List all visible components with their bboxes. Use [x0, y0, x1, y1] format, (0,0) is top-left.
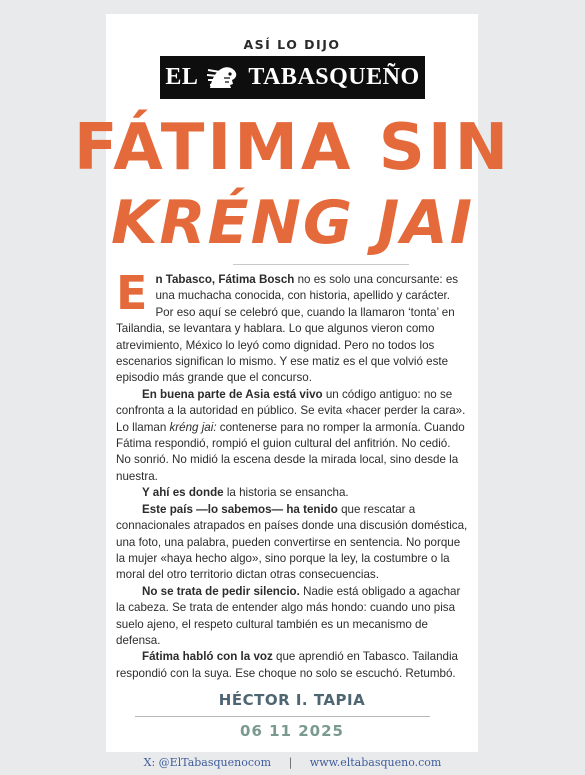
- paragraph-4: [116, 502, 468, 584]
- headline-line-2: KRÉNG JAI: [110, 188, 475, 258]
- article-body: [116, 266, 468, 682]
- warrior-head-icon: [206, 62, 240, 94]
- publish-date: 06 11 2025: [240, 722, 344, 740]
- italic-term: kréng jai:: [169, 420, 217, 434]
- author-name: HÉCTOR I. TAPIA: [218, 691, 366, 709]
- divider-bottom: [135, 716, 430, 717]
- website-link[interactable]: www.eltabasqueno.com: [309, 756, 442, 769]
- masthead-logo: [160, 56, 425, 99]
- paragraph-text: no es solo una concursante: es una muchacha conocida, con historia, apellido y carácter. Por eso aquí se celebró que, cuando la llamaron ‘tonta’ en Tailandia, se levantara y hablara. Lo que algunos vieron como atrevimiento, México lo leyó como dignidad. Pero no todos los escenarios significan lo mismo. Y ese matiz es el que volvió este episodio más grande que el concurso.: [116, 273, 459, 385]
- lead-in-bold: No se trata de pedir silencio.: [142, 584, 300, 598]
- lead-in-bold: Y ahí es donde: [142, 486, 224, 500]
- masthead-left: EL: [165, 64, 199, 90]
- paragraph-text: Nadie está obligado a agachar la cabeza. Se trata de entender algo más hondo: cuando uno pisa suelo ajeno, el respeto cultural también es un mecanismo de defensa.: [116, 584, 461, 647]
- headline-line-1: FÁTIMA SIN: [73, 111, 512, 185]
- lead-in-bold: En buena parte de Asia está vivo: [142, 387, 323, 401]
- paragraph-text: la historia se ensancha.: [223, 486, 349, 500]
- footer: [0, 756, 585, 769]
- lead-in-bold: Fátima habló con la voz: [142, 650, 273, 664]
- paragraph-text: que aprendió en Tabasco. Tailandia respondió con la suya. Ese choque no solo se escuchó. Retumbó.: [116, 650, 458, 680]
- lead-in-bold: Este país —lo sabemos— ha tenido: [142, 502, 338, 516]
- paragraph-1: [116, 266, 468, 387]
- divider-top: [233, 264, 409, 265]
- paragraph-text: un código antiguo: no se confronta a la autoridad en público. Se evita «hacer perder la cara». Lo llaman: [116, 387, 466, 434]
- lead-in-bold: n Tabasco, Fátima Bosch: [155, 273, 295, 286]
- footer-separator: |: [288, 756, 293, 769]
- drop-cap: E: [116, 266, 148, 320]
- paragraph-text: que rescatar a connacionales atrapados en países donde una discusión doméstica, una foto, una palabra, pueden convertirse en sentencia. No porque la mujer «haya hecho algo», sino porque la ley, la costumbre o la moral del otro territorio dictan otras consecuencias.: [116, 502, 468, 582]
- masthead-right: TABASQUEÑO: [248, 64, 420, 90]
- twitter-handle-link[interactable]: X: @ElTabasquenocom: [143, 756, 272, 769]
- paragraph-6: [116, 649, 468, 682]
- paragraph-2: [116, 387, 468, 485]
- paragraph-text: contenerse para no romper la armonía. Cuando Fátima respondió, rompió el guion cultural del anfitrión. No cedió. No sonrió. No midió la escena desde la mirada local, sino desde la nuestra.: [116, 420, 465, 483]
- section-kicker: ASÍ LO DIJO: [243, 37, 341, 52]
- paragraph-5: [116, 584, 468, 650]
- paragraph-3: [116, 485, 468, 501]
